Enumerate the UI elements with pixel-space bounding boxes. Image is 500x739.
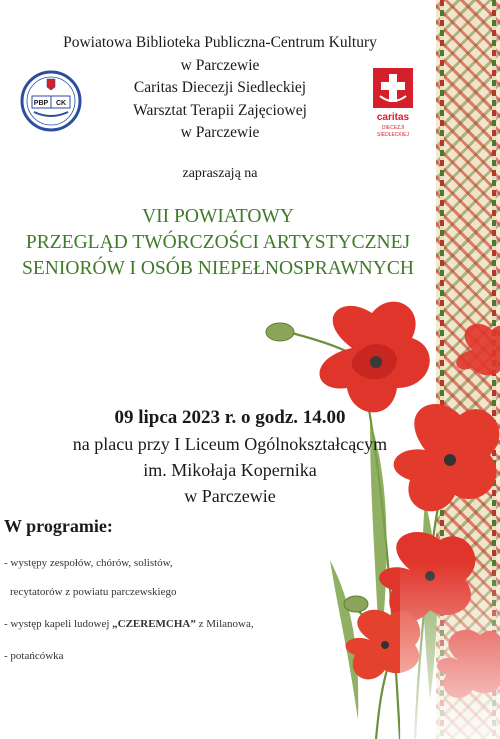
border-fade [400, 560, 500, 739]
title-line-3: SENIORÓW I OSÓB NIEPEŁNOSPRAWNYCH [22, 258, 414, 279]
caritas-line1: DIECEZJI [381, 125, 405, 131]
program-item-2-band: „CZEREMCHA” [112, 618, 196, 630]
event-date: 09 lipca 2023 r. o godz. 14.00 [114, 407, 346, 428]
program-item-3: - potańcówka [4, 650, 64, 662]
program-item-2 [4, 618, 254, 630]
program-heading: W programie: [4, 516, 113, 536]
caritas-line2: SIEDLECKIEJ [377, 132, 409, 138]
title-line-2: PRZEGLĄD TWÓRCZOŚCI ARTYSTYCZNEJ [25, 232, 411, 253]
organizer-line-4: Warsztat Terapii Zajęciowej [133, 101, 307, 119]
event-place-1: na placu przy I Liceum Ogólnokształcącym [72, 434, 388, 454]
program-item-2-post: z Milanowa, [195, 618, 254, 630]
program-item-1b: recytatorów z powiatu parczewskiego [10, 586, 177, 598]
event-place-3: w Parczewie [184, 486, 276, 506]
organizer-line-5: w Parczewie [180, 124, 260, 141]
organizer-line-1: Powiatowa Biblioteka Publiczna-Centrum Kultury [63, 34, 377, 51]
invite-text: zapraszają na [182, 166, 258, 181]
event-title [0, 204, 436, 282]
caritas-name: caritas [376, 112, 410, 123]
organizer-line-2: w Parczewie [180, 56, 260, 74]
program-item-2-pre: - występ kapeli ludowej [4, 618, 113, 630]
event-place-2: im. Mikołaja Kopernika [143, 460, 317, 480]
event-details [20, 405, 440, 509]
organizers [20, 32, 420, 145]
pbp-logo-right-text: CK [55, 100, 67, 107]
program-item-1: - występy zespołów, chórów, solistów, [4, 557, 173, 569]
organizer-line-3: Caritas Diecezji Siedleckiej [133, 79, 307, 96]
pbp-logo-left-text: PBP [33, 100, 49, 107]
title-line-1: VII POWIATOWY [142, 206, 294, 227]
